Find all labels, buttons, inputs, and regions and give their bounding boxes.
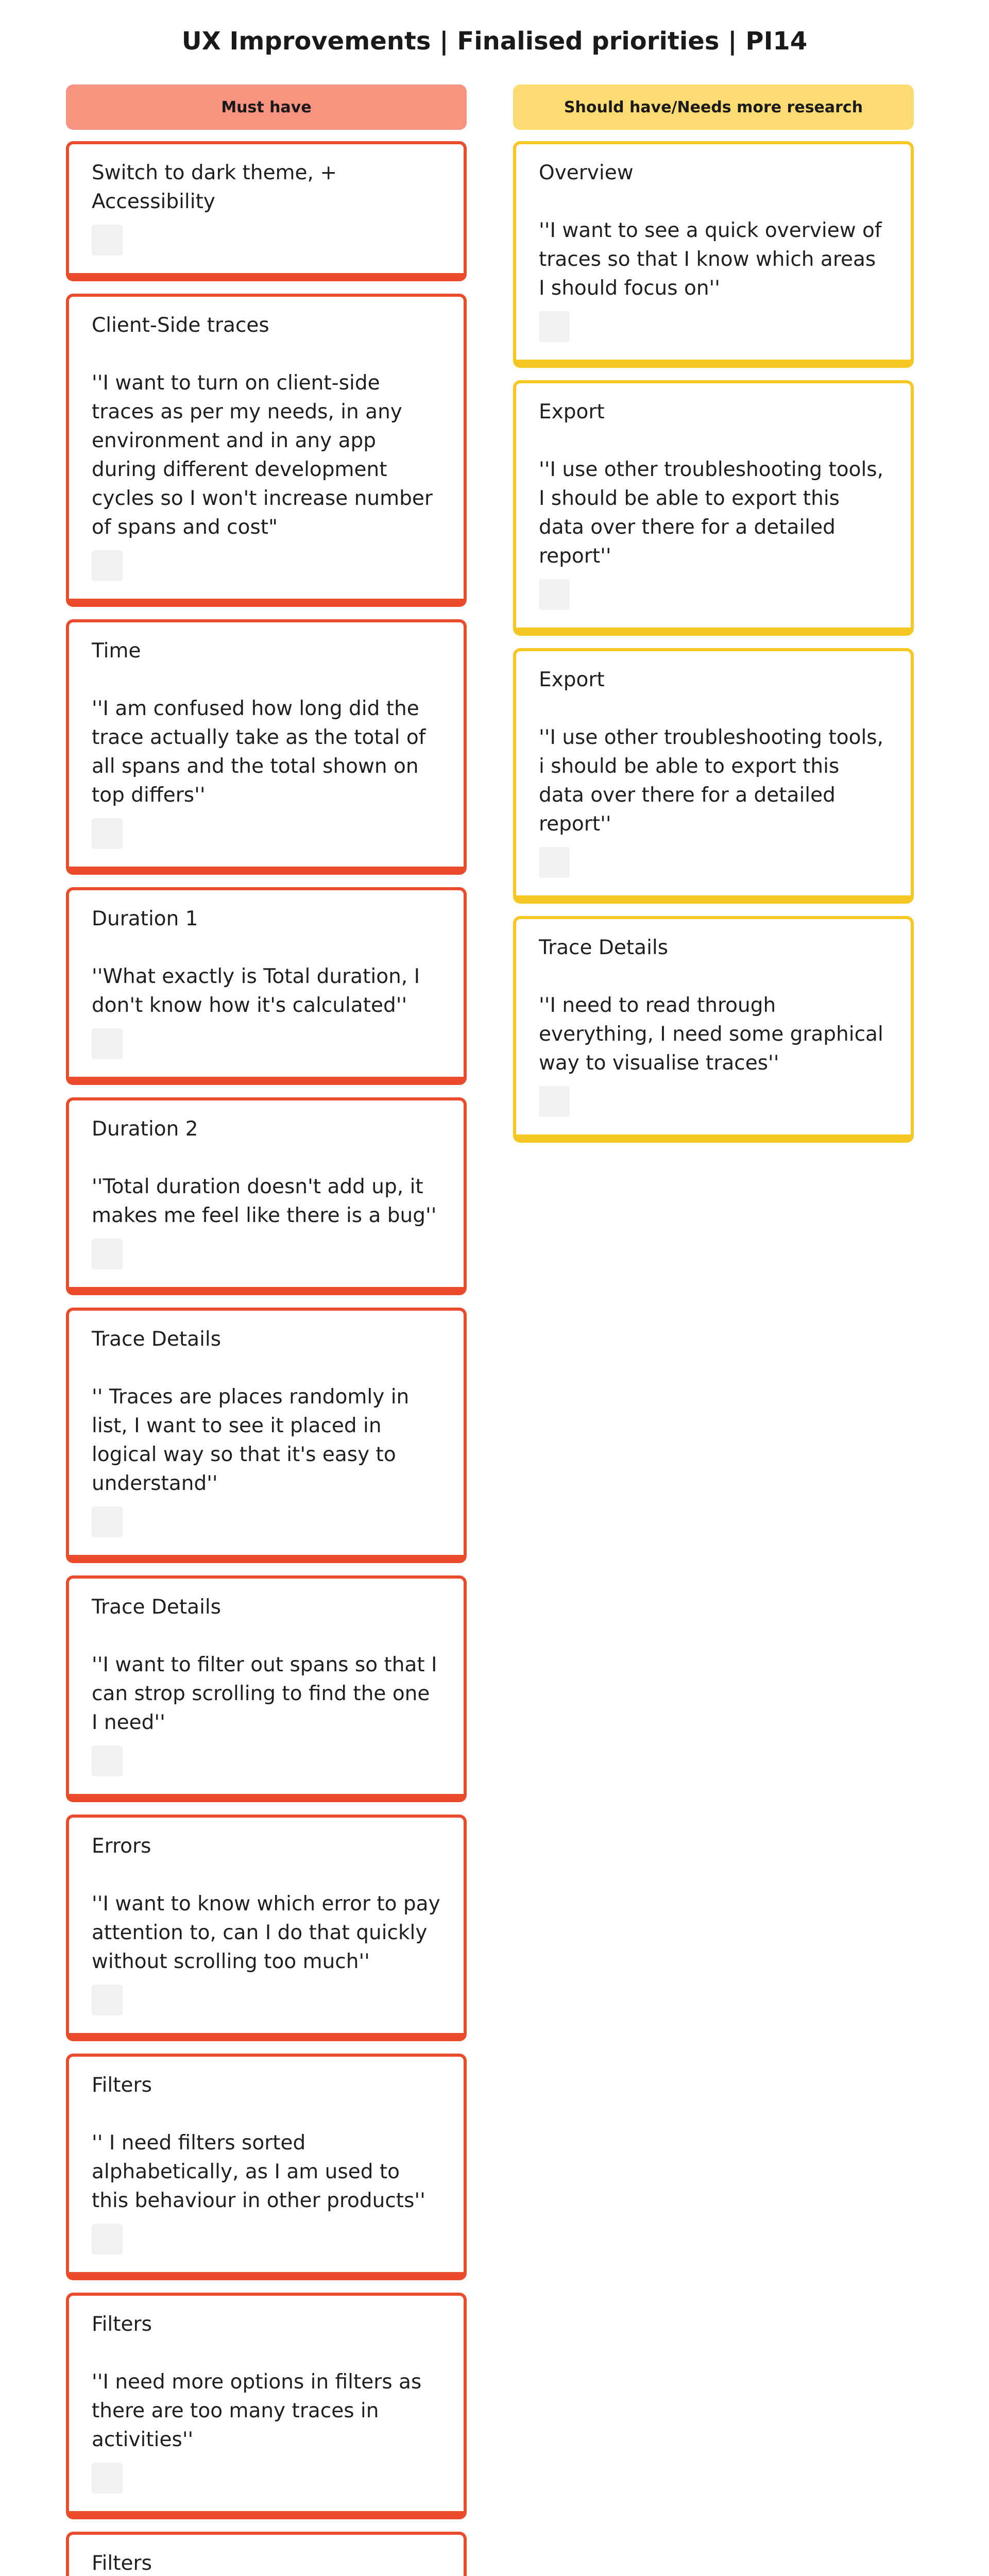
card-title: Client-Side traces: [92, 314, 269, 337]
card-title: Filters: [92, 2552, 152, 2575]
card-title: Overview: [539, 161, 634, 184]
card-title: Filters: [92, 2074, 152, 2097]
board-title: UX Improvements | Finalised priorities | PI14: [181, 27, 808, 56]
author-avatar-placeholder: [539, 1086, 570, 1117]
card-quote: ''What exactly is Total duration, I don't know how it's calculated'': [92, 965, 420, 1017]
card-quote: ''I want to filter out spans so that I can strop scrolling to find the one I need'': [92, 1653, 437, 1734]
sticky-card[interactable]: [66, 1815, 467, 2041]
sticky-card[interactable]: [66, 294, 467, 607]
sticky-card[interactable]: [66, 2293, 467, 2519]
card-quote: ''I use other troubleshooting tools, i should be able to export this data over there for a detailed report'': [539, 726, 884, 836]
sticky-card[interactable]: [513, 141, 914, 368]
author-avatar-placeholder: [539, 311, 570, 342]
author-avatar-placeholder: [539, 579, 570, 610]
card-title: Trace Details: [92, 1328, 221, 1351]
card-quote: '' I need filters sorted alphabetically, as I am used to this behaviour in other products'': [92, 2131, 425, 2212]
card-quote: '' Traces are places randomly in list, I want to see it placed in logical way so that it's easy to understand'': [92, 1385, 410, 1495]
card-quote: ''I need to read through everything, I need some graphical way to visualise traces'': [539, 994, 883, 1075]
sticky-card[interactable]: [66, 1308, 467, 1563]
author-avatar-placeholder: [92, 225, 123, 256]
column-header-should-have[interactable]: Should have/Needs more research: [513, 84, 914, 130]
card-title: Trace Details: [92, 1596, 221, 1619]
column-header-must-have[interactable]: Must have: [66, 84, 467, 130]
card-list-must-have: [66, 141, 467, 2576]
author-avatar-placeholder: [539, 847, 570, 878]
card-list-should-have: [513, 141, 914, 1143]
sticky-card[interactable]: [66, 1097, 467, 1295]
author-avatar-placeholder: [92, 1745, 123, 1776]
author-avatar-placeholder: [92, 818, 123, 849]
author-avatar-placeholder: [92, 1985, 123, 2015]
card-title: Switch to dark theme, + Accessibility: [92, 161, 337, 213]
sticky-card[interactable]: [66, 887, 467, 1085]
sticky-card[interactable]: [513, 648, 914, 904]
column-must-have: [66, 84, 467, 2576]
card-title: Errors: [92, 1835, 151, 1858]
sticky-card[interactable]: [513, 380, 914, 636]
author-avatar-placeholder: [92, 2463, 123, 2494]
card-quote: ''I need more options in filters as there are too many traces in activities'': [92, 2370, 422, 2451]
card-title: Export: [539, 668, 605, 691]
sticky-card[interactable]: [66, 2054, 467, 2280]
sticky-card[interactable]: [66, 1575, 467, 1802]
card-title: Time: [92, 639, 141, 663]
card-quote: ''I am confused how long did the trace actually take as the total of all spans and the total shown on top differs'': [92, 697, 426, 807]
card-title: Trace Details: [539, 936, 669, 959]
author-avatar-placeholder: [92, 1506, 123, 1537]
author-avatar-placeholder: [92, 1028, 123, 1059]
sticky-card[interactable]: [66, 619, 467, 875]
sticky-card[interactable]: [66, 2532, 467, 2576]
author-avatar-placeholder: [92, 2224, 123, 2255]
card-title: Duration 2: [92, 1117, 198, 1141]
author-avatar-placeholder: [92, 550, 123, 581]
author-avatar-placeholder: [92, 1239, 123, 1269]
card-title: Filters: [92, 2313, 152, 2336]
card-title: Duration 1: [92, 907, 198, 930]
card-quote: ''I want to turn on client-side traces as per my needs, in any environment and in any app during different development cycles so I won't increase number of spans and cost": [92, 371, 433, 539]
card-quote: ''I want to see a quick overview of traces so that I know which areas I should focus on'': [539, 219, 882, 300]
sticky-card[interactable]: [513, 916, 914, 1143]
card-quote: ''I want to know which error to pay attention to, can I do that quickly without scrolling too much'': [92, 1892, 440, 1973]
sticky-card[interactable]: [66, 141, 467, 281]
card-title: Export: [539, 400, 605, 423]
card-quote: ''I use other troubleshooting tools, I should be able to export this data over there for a detailed report'': [539, 458, 884, 568]
column-should-have: [513, 84, 914, 1155]
card-quote: ''Total duration doesn't add up, it makes me feel like there is a bug'': [92, 1175, 437, 1227]
